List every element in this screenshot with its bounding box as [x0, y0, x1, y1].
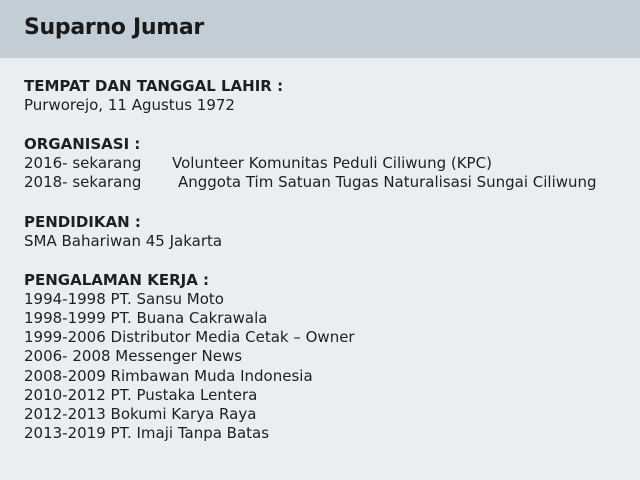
work-item: 1994-1998 PT. Sansu Moto: [24, 289, 224, 308]
education-heading: PENDIDIKAN :: [24, 212, 141, 231]
work-heading: PENGALAMAN KERJA :: [24, 270, 210, 289]
organizations-heading: ORGANISASI :: [24, 135, 141, 154]
organization-role: Anggota Tim Satuan Tugas Naturalisasi Sungai Ciliwung: [178, 173, 597, 192]
birth-value: Purworejo, 11 Agustus 1972: [24, 96, 235, 114]
work-item: 2008-2009 Rimbawan Muda Indonesia: [24, 366, 313, 385]
work-item: 2006- 2008 Messenger News: [24, 347, 243, 366]
education-value: SMA Bahariwan 45 Jakarta: [24, 231, 223, 250]
profile-content: [24, 76, 634, 443]
work-item: 2012-2013 Bokumi Karya Raya: [24, 405, 257, 424]
organization-role: Volunteer Komunitas Peduli Ciliwung (KPC): [172, 154, 492, 173]
birth-heading: TEMPAT DAN TANGGAL LAHIR :: [24, 77, 284, 95]
work-item: 1998-1999 PT. Buana Cakrawala: [24, 309, 268, 328]
work-item: 1999-2006 Distributor Media Cetak – Owner: [24, 328, 355, 347]
person-name: Suparno Jumar: [24, 15, 204, 40]
organization-item: [24, 154, 634, 173]
organization-item: [24, 173, 634, 192]
organization-period: 2018- sekarang: [24, 173, 142, 192]
work-item: 2013-2019 PT. Imaji Tanpa Batas: [24, 424, 270, 443]
name-header-bar: [0, 0, 640, 58]
organization-period: 2016- sekarang: [24, 154, 142, 173]
work-item: 2010-2012 PT. Pustaka Lentera: [24, 385, 258, 404]
